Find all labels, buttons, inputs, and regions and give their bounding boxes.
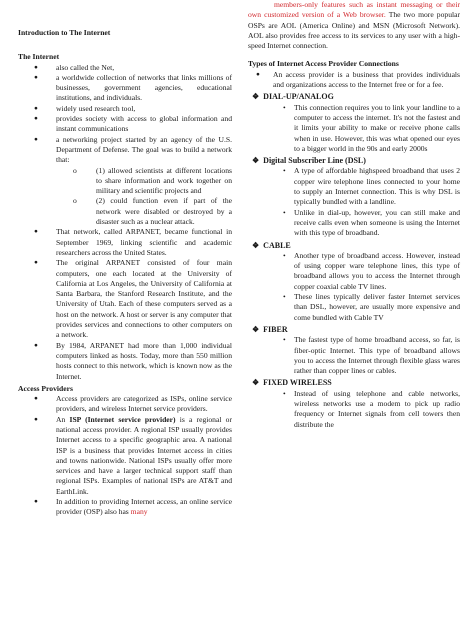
subheading-dialup [252, 92, 460, 102]
list-item: ● provides society with access to global information and instant communications [18, 114, 232, 135]
continued-paragraph [248, 0, 460, 51]
subheading-label: CABLE [263, 240, 291, 250]
section-heading-types: Types of Internet Access Provider Connections [248, 59, 399, 69]
diamond-bullet-icon: ❖ [252, 324, 260, 334]
sub-marker: o [73, 196, 77, 206]
isp-definition: is a regional or national access provider. A regional ISP usually provides Internet access to a specific geographic area. A national ISP is a business that provides Internet access in cities and towns nationwide. National ISPs usually offer more services and have a larger technical support staff than regional ISPs. Examples of national ISPs are AT&T and EarthLink. [56, 414, 232, 496]
document-title: Introduction to The Internet [18, 28, 111, 37]
diamond-bullet-icon: ❖ [252, 156, 260, 166]
list-item: • The fastest type of home broadband access, so far, is fiber-optic Internet. This type of broadband allows you to access the Internet through flexible glass wares rather than copper lines or cables. [248, 335, 460, 376]
list-item: ● Access providers are categorized as ISPs, online service providers, and wireless Internet service providers. [18, 394, 232, 415]
subheading-cable [252, 241, 460, 251]
section-heading-access-providers: Access Providers [18, 383, 73, 393]
list-item: • Another type of broadband access. However, instead of using copper ware telephone lines, this type of broadband allows you to access the Internet through copper coaxial cable TV lines. [248, 251, 460, 292]
highlighted-text: many [130, 507, 148, 517]
sub-list-item [18, 196, 232, 227]
left-column [18, 0, 232, 518]
list-item: ● a networking project started by an agency of the U.S. Department of Defense. The goal was to build a network that: [18, 135, 232, 166]
list-item: • Instead of using telephone and cable networks, wireless networks use a modem to pick up radio frequency or Internet signals from cell towers then distribute the [248, 389, 460, 430]
diamond-bullet-icon: ❖ [252, 378, 260, 388]
subheading-label: Digital Subscriber Line (DSL) [263, 156, 366, 166]
subheading-label: FIXED WIRELESS [263, 378, 332, 388]
sub-marker: o [73, 165, 77, 175]
list-item: • Unlike in dial-up, however, you can still make and receive calls even when someone is using the Internet with this type of broadband. [248, 208, 460, 239]
sub-item-text: (1) allowed scientists at different locations to share information and work together on military and scientific projects and [96, 165, 232, 196]
list-item [18, 497, 232, 518]
list-item: • This connection requires you to link your landline to a computer to access the internet. It's not the fastest and it limits your ability to make or receive phone calls when in use. However, this was what opened our eyes to a bigger world in the 90s and early 2000s [248, 103, 460, 154]
list-item: ● also called the Net, [18, 63, 232, 73]
list-item: ● a worldwide collection of networks that links millions of businesses, government agencies, educational institutions, and individuals. [18, 73, 232, 104]
section-heading-internet: The Internet [18, 52, 60, 62]
right-column [248, 0, 460, 430]
list-item: ● The original ARPANET consisted of four main computers, one each located at the University of California at Los Angeles, the University of California at Santa Barbara, the Stanford Research Institute, and the University of Utah. Each of these computers served as a host on the network. A host or server is any computer that provides services and connections to other computers on a network. [18, 258, 232, 340]
subheading-fixed-wireless [252, 378, 460, 388]
list-item: • These lines typically deliver faster Internet services than DSL, however, are usually more expensive and come bundled with Cable TV [248, 292, 460, 323]
isp-term: ISP (Internet service provider) [69, 414, 176, 424]
diamond-bullet-icon: ❖ [252, 240, 260, 250]
list-item: ● widely used research tool, [18, 104, 232, 114]
subheading-label: FIBER [263, 324, 288, 334]
osp-text: In addition to providing Internet access, an online service provider (OSP) also has [56, 497, 232, 517]
list-item: ● By 1984, ARPANET had more than 1,000 individual computers linked as hosts. Today, more than 550 million hosts connect to this network, which is known now as the Internet. [18, 341, 232, 382]
diamond-bullet-icon: ❖ [252, 92, 260, 102]
sub-list-item [18, 166, 232, 197]
continued-text: The two more popular OSPs are AOL (America Online) and MSN (Microsoft Network). AOL also provides free access to its services to any user with a high-speed Internet connection. [248, 10, 460, 51]
highlighted-text: members-only features such as instant messaging or their own customized version of a Web browser. [248, 0, 460, 20]
subheading-fiber [252, 325, 460, 335]
subheading-label: DIAL-UP/ANALOG [263, 92, 334, 102]
list-item: ● An access provider is a business that provides individuals and organizations access to the Internet free or for a fee. [248, 70, 460, 91]
list-item [18, 415, 232, 497]
isp-prefix: An [56, 414, 70, 424]
sub-item-text: (2) could function even if part of the network were disabled or destroyed by a disaster such as a nuclear attack. [96, 196, 232, 227]
subheading-dsl [252, 156, 460, 166]
list-item: ● That network, called ARPANET, became functional in September 1969, linking scientific and academic researchers across the United States. [18, 227, 232, 258]
list-item: • A type of affordable highspeed broadband that uses 2 copper wire telephone lines connected to your home to supply an Internet connection. This is why DSL is typically bundled with a landline. [248, 166, 460, 207]
